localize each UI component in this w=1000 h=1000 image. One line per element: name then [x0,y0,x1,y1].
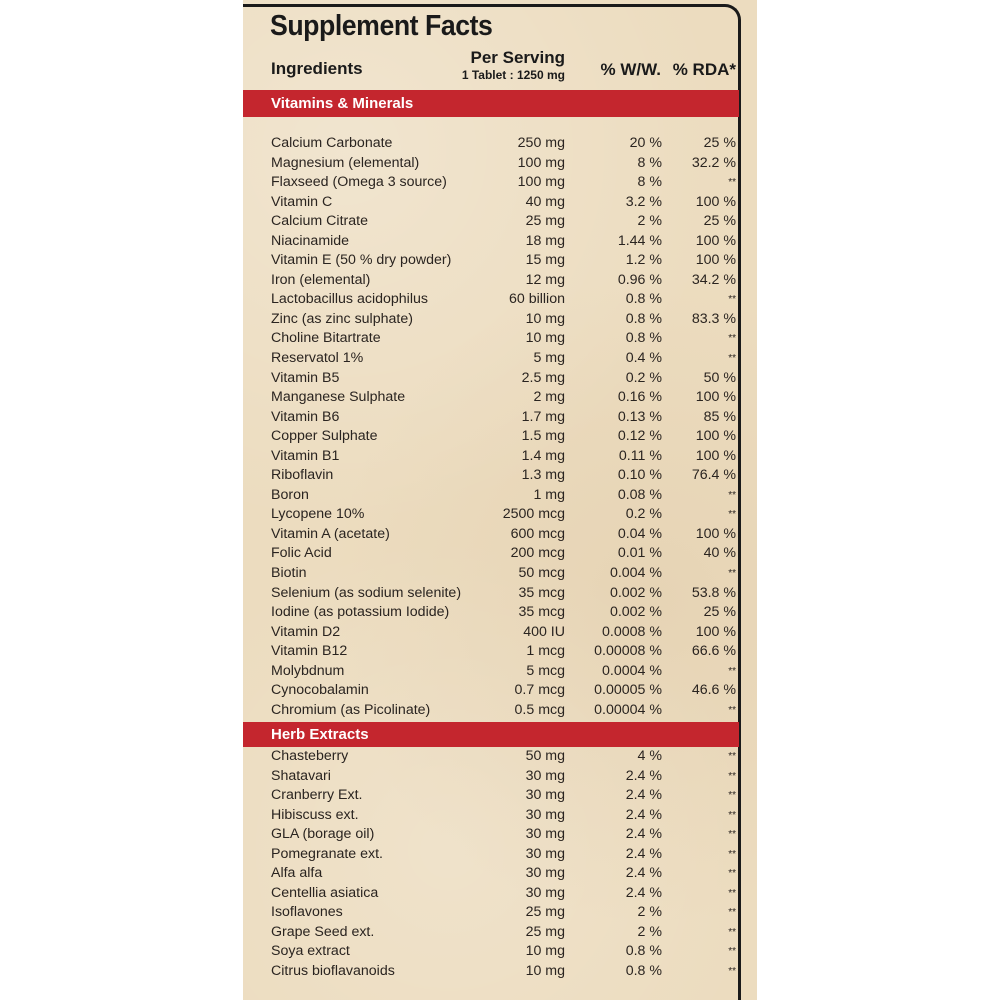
table-row [243,623,739,643]
ww-percent: 0.2 % [625,369,662,386]
header-ww: % W/W. [600,60,661,79]
table-row [243,864,739,884]
per-serving-value: 60 billion [508,291,565,308]
ww-percent: 1.44 % [617,232,662,249]
per-serving-value: 30 mg [525,845,565,862]
per-serving-value: 35 mcg [518,584,565,601]
table-row [243,923,739,943]
table-row [243,884,739,904]
rda-percent: ** [728,770,736,782]
ingredient-name: Lactobacillus acidophilus [271,291,428,308]
ingredient-name: Biotin [271,565,307,582]
ww-percent: 2.4 % [625,767,662,784]
per-serving-value: 0.5 mcg [514,701,565,718]
ww-percent: 2.4 % [625,884,662,901]
table-row [243,662,739,682]
rda-percent: ** [728,926,736,938]
ww-percent: 0.004 % [609,565,662,582]
ww-percent: 20 % [629,135,662,151]
ingredient-name: Cranberry Ext. [271,787,363,804]
ww-percent: 2.4 % [625,787,662,804]
ingredient-name: Flaxseed (Omega 3 source) [271,174,447,191]
ww-percent: 0.8 % [625,310,662,327]
table-row [243,369,739,389]
rda-percent: ** [728,946,736,958]
rda-percent: 100 % [695,193,736,210]
table-row [243,154,739,174]
ww-percent: 2 % [637,923,662,940]
header-ingredients: Ingredients [271,59,363,78]
rda-percent: 25 % [703,213,736,230]
ingredient-name: Manganese Sulphate [271,389,406,406]
table-row [243,212,739,232]
table-row [243,134,739,154]
ingredient-name: Grape Seed ext. [271,923,375,940]
table-row [243,447,739,467]
ww-percent: 2 % [637,213,662,230]
table-row [243,544,739,564]
ww-percent: 3.2 % [625,193,662,210]
table-row [243,173,739,193]
ww-percent: 0.8 % [625,963,662,980]
table-row [243,642,739,662]
rda-percent: ** [728,489,736,501]
rda-percent: 53.8 % [691,584,736,601]
rda-percent: 40 % [703,545,736,562]
ww-percent: 2.4 % [625,865,662,882]
per-serving-value: 1.7 mg [521,408,565,425]
per-serving-value: 5 mcg [526,662,565,679]
rda-percent: ** [728,353,736,365]
per-serving-value: 50 mg [525,748,565,764]
rda-percent: 50 % [703,369,736,386]
per-serving-value: 30 mg [525,865,565,882]
per-serving-value: 5 mg [533,350,565,367]
ww-percent: 0.002 % [609,584,662,601]
ww-percent: 0.11 % [618,447,662,464]
table-row [243,349,739,369]
section-header-herbs: Herb Extracts [243,722,739,747]
rda-percent: 76.4 % [691,467,736,484]
ingredient-name: Iron (elemental) [271,271,371,288]
table-row [243,962,739,982]
header-rda: % RDA* [672,60,736,79]
per-serving-value: 50 mcg [518,565,565,582]
per-serving-value: 12 mg [525,271,565,288]
rda-percent: ** [728,568,736,580]
rda-percent: ** [728,704,736,716]
ingredient-name: Vitamin D2 [271,623,341,640]
ingredient-name: Zinc (as zinc sulphate) [271,310,413,327]
rda-percent: ** [728,509,736,521]
rda-percent: ** [728,848,736,860]
table-row [243,427,739,447]
table-row [243,408,739,428]
ingredient-name: Calcium Carbonate [271,135,393,151]
ingredient-name: Vitamin B5 [271,369,340,386]
rda-percent: ** [728,966,736,978]
per-serving-value: 25 mg [525,923,565,940]
ingredient-name: Chasteberry [271,748,349,764]
rda-percent: 46.6 % [691,682,736,699]
rda-percent: ** [728,907,736,919]
table-row [243,251,739,271]
rda-percent: 100 % [695,232,736,249]
table-row [243,845,739,865]
ingredient-name: Soya extract [271,943,350,960]
ingredient-name: Vitamin B12 [271,643,348,660]
per-serving-value: 30 mg [525,806,565,823]
rda-percent: 83.3 % [691,310,736,327]
ww-percent: 4 % [637,748,662,764]
per-serving-value: 40 mg [525,193,565,210]
ww-percent: 0.00004 % [594,701,662,718]
rda-percent: 85 % [703,408,736,425]
per-serving-value: 15 mg [525,252,565,269]
ingredient-name: Centellia asiatica [271,884,379,901]
ingredient-name: Selenium (as sodium selenite) [271,584,462,601]
rda-percent: 25 % [703,604,736,621]
rda-percent: 100 % [695,428,736,445]
ingredient-name: Molybdnum [271,662,345,679]
table-row [243,388,739,408]
ww-percent: 0.01 % [617,545,662,562]
per-serving-value: 600 mcg [510,525,565,542]
per-serving-value: 30 mg [525,767,565,784]
ww-percent: 0.08 % [617,486,662,503]
per-serving-value: 1.3 mg [521,467,565,484]
ww-percent: 0.04 % [617,525,662,542]
table-row [243,232,739,252]
rda-percent: 100 % [695,389,736,406]
table-row [243,942,739,962]
ww-percent: 2 % [637,904,662,921]
ingredient-name: Vitamin B1 [271,447,340,464]
ingredient-name: Pomegranate ext. [271,845,383,862]
rda-percent: ** [728,177,736,189]
table-row [243,466,739,486]
ingredient-name: Calcium Citrate [271,213,368,230]
ingredient-name: Hibiscuss ext. [271,806,359,823]
ww-percent: 0.00005 % [594,682,662,699]
rda-percent: ** [728,829,736,841]
table-row [243,525,739,545]
table-row [243,290,739,310]
per-serving-value: 35 mcg [518,604,565,621]
page-title: Supplement Facts [270,10,493,42]
rda-percent: 66.6 % [691,643,736,660]
per-serving-value: 1 mcg [526,643,565,660]
per-serving-value: 1.5 mg [521,428,565,445]
rda-percent: 100 % [695,623,736,640]
rda-percent: ** [728,809,736,821]
ingredient-name: Vitamin E (50 % dry powder) [271,252,452,269]
rda-percent: 34.2 % [691,271,736,288]
per-serving-value: 10 mg [525,943,565,960]
ingredient-name: Copper Sulphate [271,428,378,445]
rda-percent: ** [728,887,736,899]
ww-percent: 8 % [637,154,662,171]
herbs-table [243,747,739,982]
per-serving-value: 10 mg [525,330,565,347]
per-serving-value: 400 IU [523,623,565,640]
ingredient-name: Alfa alfa [271,865,323,882]
rda-percent: ** [728,333,736,345]
rda-percent: ** [728,751,736,762]
table-row [243,584,739,604]
per-serving-value: 10 mg [525,310,565,327]
ww-percent: 0.2 % [625,506,662,523]
ingredient-name: Iodine (as potassium Iodide) [271,604,450,621]
ww-percent: 0.00008 % [594,643,662,660]
ingredient-name: Boron [271,486,309,503]
ww-percent: 0.13 % [617,408,662,425]
ww-percent: 0.12 % [617,428,662,445]
ingredient-name: Lycopene 10% [271,506,365,523]
per-serving-value: 1 mg [533,486,565,503]
per-serving-value: 30 mg [525,787,565,804]
ingredient-name: Shatavari [271,767,331,784]
per-serving-value: 25 mg [525,213,565,230]
rda-percent: 100 % [695,525,736,542]
per-serving-value: 0.7 mcg [514,682,565,699]
ww-percent: 0.0004 % [602,662,662,679]
ww-percent: 0.10 % [617,467,662,484]
table-row [243,486,739,506]
ingredient-name: Reservatol 1% [271,350,364,367]
table-row [243,903,739,923]
table-row [243,193,739,213]
ww-percent: 0.0008 % [602,623,662,640]
table-row [243,329,739,349]
ww-percent: 0.002 % [609,604,662,621]
ingredient-name: Magnesium (elemental) [271,154,420,171]
ww-percent: 2.4 % [625,806,662,823]
table-row [243,786,739,806]
table-row [243,505,739,525]
ingredient-name: GLA (borage oil) [271,826,375,843]
rda-percent: 25 % [703,135,736,151]
section-header-vitamins: Vitamins & Minerals [243,90,739,117]
table-row [243,825,739,845]
rda-percent: ** [728,665,736,677]
table-row [243,701,739,721]
ww-percent: 0.96 % [617,271,662,288]
per-serving-value: 25 mg [525,904,565,921]
rda-percent: ** [728,868,736,880]
rda-percent: ** [728,790,736,802]
table-row [243,767,739,787]
supplement-facts-panel [243,0,757,1000]
per-serving-value: 1.4 mg [521,447,565,464]
per-serving-value: 10 mg [525,963,565,980]
table-row [243,747,739,767]
ww-percent: 0.8 % [625,330,662,347]
table-row [243,681,739,701]
per-serving-value: 2.5 mg [521,369,565,386]
per-serving-value: 2 mg [533,389,565,406]
header-per-serving: Per Serving [470,48,565,67]
ingredient-name: Folic Acid [271,545,332,562]
vitamins-table [243,134,739,720]
rda-percent: ** [728,294,736,306]
ww-percent: 2.4 % [625,826,662,843]
ww-percent: 2.4 % [625,845,662,862]
rda-percent: 100 % [695,252,736,269]
ww-percent: 0.16 % [617,389,662,406]
ww-percent: 1.2 % [625,252,662,269]
per-serving-value: 30 mg [525,826,565,843]
per-serving-value: 2500 mcg [502,506,565,523]
per-serving-value: 200 mcg [510,545,565,562]
ww-percent: 0.8 % [625,943,662,960]
ingredient-name: Citrus bioflavanoids [271,963,395,980]
table-row [243,271,739,291]
per-serving-value: 100 mg [517,174,565,191]
table-row [243,310,739,330]
header-serving-size: 1 Tablet : 1250 mg [461,68,565,82]
ingredient-name: Choline Bitartrate [271,330,381,347]
per-serving-value: 30 mg [525,884,565,901]
table-row [243,806,739,826]
ingredient-name: Isoflavones [271,904,343,921]
ingredient-name: Vitamin A (acetate) [271,525,390,542]
ingredient-name: Riboflavin [271,467,334,484]
rda-percent: 32.2 % [691,154,736,171]
ww-percent: 0.8 % [625,291,662,308]
ww-percent: 8 % [637,174,662,191]
table-row [243,564,739,584]
ingredient-name: Vitamin B6 [271,408,340,425]
per-serving-value: 18 mg [525,232,565,249]
ww-percent: 0.4 % [625,350,662,367]
ingredient-name: Chromium (as Picolinate) [271,701,431,718]
per-serving-value: 250 mg [517,135,565,151]
ingredient-name: Cynocobalamin [271,682,369,699]
ingredient-name: Niacinamide [271,232,350,249]
ingredient-name: Vitamin C [271,193,333,210]
per-serving-value: 100 mg [517,154,565,171]
rda-percent: 100 % [695,447,736,464]
table-row [243,603,739,623]
